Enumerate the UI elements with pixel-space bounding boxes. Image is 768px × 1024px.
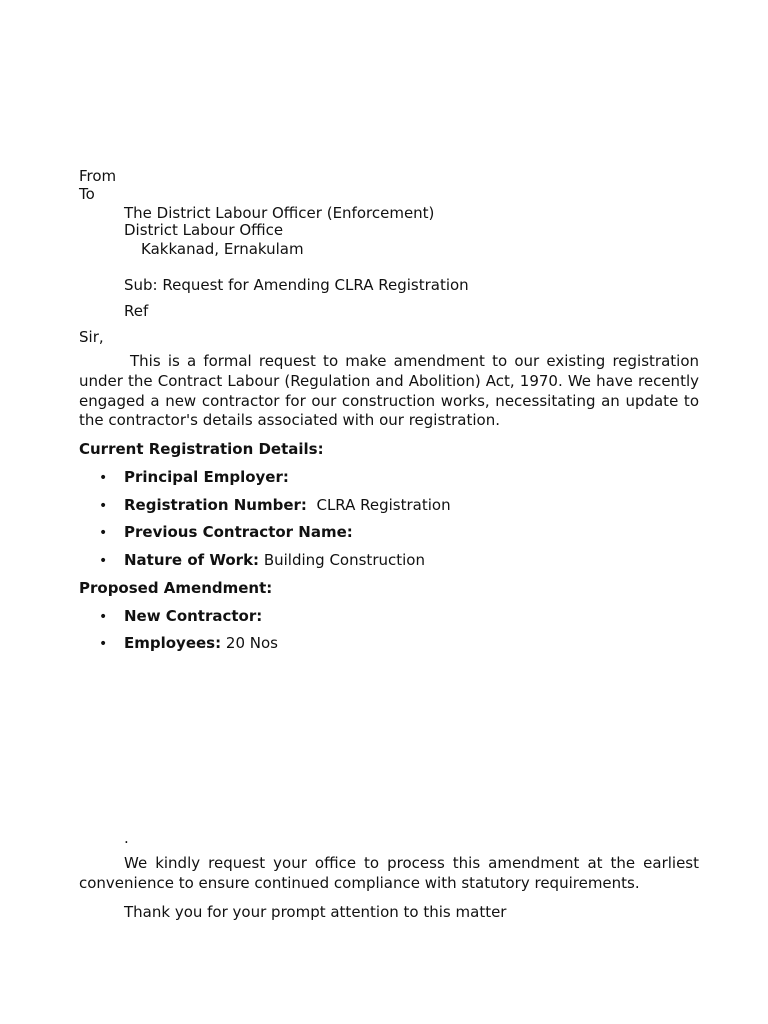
bullet-icon: •	[99, 525, 108, 541]
bullet-icon: •	[99, 498, 108, 514]
item-value: CLRA Registration	[316, 496, 451, 514]
recipient-location: Kakkanad, Ernakulam	[141, 240, 304, 258]
intro-paragraph	[79, 352, 699, 431]
item-value: 20 Nos	[225, 634, 278, 652]
closing-request-text: We kindly request your office to process this amendment at the earliest convenience to ensure continued compliance with statutory requirements.	[79, 854, 699, 892]
recipient-title: The District Labour Officer (Enforcement)	[124, 204, 435, 222]
bullet-icon: •	[99, 470, 108, 486]
intro-text: This is a formal request to make amendment to our existing registration under the Contract Labour (Regulation and Abolition) Act, 1970. We have recently engaged a new contractor for our construction works, necessitating an update to the contractor's details associated with our registration.	[79, 352, 699, 430]
from-label: From	[79, 167, 117, 185]
recipient-office: District Labour Office	[124, 221, 284, 239]
thanks-line: Thank you for your prompt attention to this matter	[124, 903, 507, 921]
bullet-icon: •	[99, 609, 108, 625]
item-label: Principal Employer:	[124, 468, 289, 486]
closing-request-paragraph	[79, 854, 699, 894]
ref-line: Ref	[124, 302, 149, 320]
list-item	[124, 496, 451, 514]
to-label: To	[79, 185, 95, 203]
bullet-icon: •	[99, 553, 108, 569]
item-value: Building Construction	[263, 551, 425, 569]
item-label: Registration Number:	[124, 496, 307, 514]
salutation: Sir,	[79, 328, 104, 346]
list-item	[124, 551, 425, 569]
current-details-heading: Current Registration Details:	[79, 440, 324, 458]
item-label: New Contractor:	[124, 607, 263, 625]
item-label: Previous Contractor Name:	[124, 523, 353, 541]
item-label: Employees:	[124, 634, 222, 652]
list-item	[124, 607, 262, 625]
list-item	[124, 468, 289, 486]
list-item	[124, 523, 353, 541]
subject-line: Sub: Request for Amending CLRA Registration	[124, 276, 469, 294]
list-item	[124, 634, 278, 652]
bullet-icon: •	[99, 636, 108, 652]
item-label: Nature of Work:	[124, 551, 260, 569]
proposed-amendment-heading: Proposed Amendment:	[79, 579, 273, 597]
dot-mark: .	[124, 829, 129, 847]
